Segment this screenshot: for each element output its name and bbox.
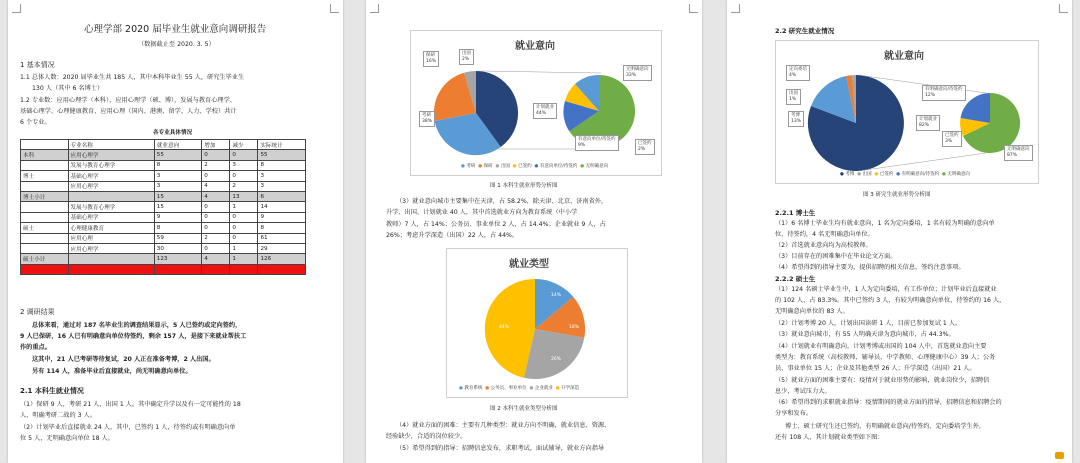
table-cell: 0 xyxy=(202,243,230,253)
legend-item: 无明确意向 xyxy=(585,164,609,169)
paragraph-line: （2）计划考博 20 人，计划出国读研 1 人，目前已参加复试 1 人。 xyxy=(775,320,962,327)
table-cell: 6 xyxy=(258,191,306,201)
chart-employment-intention-grad[interactable] xyxy=(775,40,1039,184)
table-cell: 发展与教育心理学 xyxy=(68,160,154,170)
table-cell: 应用心理 xyxy=(68,233,154,243)
table-cell: 减少 xyxy=(230,140,258,150)
table-cell: 15 xyxy=(154,202,202,212)
paragraph-line: 息少，考试压力大。 xyxy=(775,388,831,395)
table-header-row xyxy=(21,140,306,150)
data-label: 有明确意向/待签约 12% xyxy=(922,85,966,101)
table-cell xyxy=(21,140,69,150)
data-label: 已签约 2% xyxy=(635,139,655,155)
paragraph-line: 作的重点。 xyxy=(20,344,51,351)
table-cell: 总计 xyxy=(21,264,69,274)
table-cell: 博士 xyxy=(21,171,69,181)
table-cell xyxy=(21,243,69,253)
table-row xyxy=(21,181,306,191)
table-cell xyxy=(230,264,258,274)
paragraph-line: （2）首选就业意向均为高校教师。 xyxy=(775,242,872,249)
paragraph-line: （4）希望得到的指导主要为，提供招聘的相关信息，签约注意事项。 xyxy=(775,264,965,271)
legend-item: 已签约 xyxy=(879,172,894,177)
table-cell: 4 xyxy=(202,181,230,191)
page-corner-mark xyxy=(731,4,740,13)
table-cell: 博士小计 xyxy=(21,191,69,201)
paragraph-line: 另有 114 人，准备毕业后直接就业，尚无明确意向单位。 xyxy=(32,368,192,375)
data-label: 44% xyxy=(499,325,510,330)
data-label: 保研 16% xyxy=(423,51,439,67)
table-cell: 2 xyxy=(202,233,230,243)
table-cell: 0 xyxy=(230,150,258,160)
paragraph-line: 还有 108 人，其计划就业类型如下图： xyxy=(775,434,884,441)
chart-employment-type-undergrad[interactable] xyxy=(446,248,628,398)
table-row xyxy=(21,212,306,222)
table-cell xyxy=(68,254,154,264)
paragraph-line: （4）计划就业有明确意向，计划考博或出国的 104 人中，首选就业意向主要 xyxy=(775,343,987,350)
table-cell: 应用心理学 xyxy=(68,243,154,253)
table-cell: 3 xyxy=(258,171,306,181)
data-label: 考研 38% xyxy=(419,111,435,127)
paragraph-line: （1）6 名博士毕业生均有就业意向，1 名为定向委培，1 名有较为明确的意向单 xyxy=(775,220,995,227)
paragraph-line: （2）计划毕业后直接就业 24 人，其中，已签约 1 人，待签约或有明确意向单 xyxy=(20,424,236,431)
table-cell: 0 xyxy=(230,171,258,181)
paragraph-line: （3）就业意向城市，有 55 人明确天津为意向城市，占 44.3%。 xyxy=(775,331,955,338)
paragraph-line: 位、待签约，4 名无明确意向单位。 xyxy=(775,231,874,238)
table-cell: 硕士小计 xyxy=(21,254,69,264)
data-label: 计划就业 82% xyxy=(916,115,940,131)
table-cell: 3 xyxy=(230,160,258,170)
data-label: 出国 1% xyxy=(786,89,801,105)
page-corner-mark xyxy=(1059,4,1068,13)
table-cell: 0 xyxy=(230,223,258,233)
table-cell: 61 xyxy=(258,233,306,243)
table-cell: 实际统计 xyxy=(258,140,306,150)
data-label: 无明确意向 87% xyxy=(1004,145,1033,161)
table-row xyxy=(21,171,306,181)
table-cell: 8 xyxy=(258,160,306,170)
document-page-3 xyxy=(727,0,1072,463)
table-cell: 本科 xyxy=(21,150,69,160)
report-title: 心理学部 2020 届毕业生就业意向调研报告 xyxy=(84,24,267,35)
table-caption: 各专业具体情况 xyxy=(153,130,193,136)
document-page-1 xyxy=(8,0,343,463)
paragraph-line: （1）124 名硕士毕业生中，1 人为定向委培，有工作单位；计划毕业后直接就业 xyxy=(775,286,997,293)
legend-item: 公务员、事业单位 xyxy=(490,386,527,391)
table-row xyxy=(21,202,306,212)
paragraph-line: 类型为：教育系统（高校教师、辅导员、中学教师、心理健康中心）39 人；公务 xyxy=(775,354,996,361)
table-cell: 1 xyxy=(230,254,258,264)
table-cell: 9 xyxy=(154,212,202,222)
legend-item: 考博 xyxy=(845,172,855,177)
table-cell: 0 xyxy=(202,212,230,222)
paragraph-line: 总体来看，通过对 187 名毕业生的调查结果显示，5 人已签约或定向签约， xyxy=(32,322,242,329)
table-cell xyxy=(202,264,230,274)
table-cell: 增加 xyxy=(202,140,230,150)
table-cell: 硕士 xyxy=(21,223,69,233)
paragraph-line: （6）希望得到的求职就业指导：疫情期间的就业方面的指导，招聘信息和招聘会的 xyxy=(775,399,1002,406)
document-page-2 xyxy=(366,0,702,463)
table-cell: 4 xyxy=(202,191,230,201)
legend-item: 出国 xyxy=(862,172,872,177)
table-cell: 就业意向 xyxy=(154,140,202,150)
table-cell: 8 xyxy=(154,160,202,170)
paragraph-line: 分享和发布。 xyxy=(775,410,813,417)
paragraph-line: （3）就业意向城市主要集中在天津，占 58.2%，除天津、北京、济南省外， xyxy=(396,198,608,205)
table-cell: 59 xyxy=(154,233,202,243)
data-label: 18% xyxy=(569,325,580,330)
paragraph-line: （5）就业方面的困难主要有：疫情对于就业形势的影响，就业岗位少，招聘信 xyxy=(775,377,990,384)
paragraph-line: 位 5 人，无明确意向单位 18 人。 xyxy=(20,435,114,442)
table-cell: 3 xyxy=(154,181,202,191)
table-cell: 基础心理学 xyxy=(68,171,154,181)
legend-item: 有明确意向/待签约 xyxy=(901,172,940,177)
paragraph-line: 基础心理学、心理健康教育、应用心理（国内、港澳、留学、人力、学校）共计 xyxy=(20,108,237,115)
table-cell: 应用心理学 xyxy=(68,181,154,191)
figure-caption: 图 3 研究生就业形势分析图 xyxy=(863,192,931,198)
table-cell: 4 xyxy=(202,254,230,264)
table-cell: 30 xyxy=(154,243,202,253)
table-cell: 14 xyxy=(258,202,306,212)
table-cell: 126 xyxy=(258,254,306,264)
report-date: （数据截止至 2020. 3. 5） xyxy=(138,41,215,48)
paragraph-line: （3）目前存在的困难集中在毕业论文方面。 xyxy=(775,253,897,260)
table-cell: 应用心理学 xyxy=(68,150,154,160)
page-corner-mark xyxy=(330,4,339,13)
section-heading: 2.1 本科生就业情况 xyxy=(20,387,84,395)
legend-item: 企业就业 xyxy=(534,386,553,391)
table-cell: 13 xyxy=(230,191,258,201)
table-cell: 9 xyxy=(258,212,306,222)
page-corner-mark xyxy=(370,4,379,13)
chart-legend: ● 教育系统 ● 公务员、事业单位 ● 企业就业 ● 升学深造 xyxy=(459,386,580,391)
table-cell: 2 xyxy=(230,181,258,191)
chart-employment-intention-undergrad[interactable] xyxy=(410,30,662,176)
chart-title: 就业类型 xyxy=(509,259,549,270)
paragraph-line: 1.2 专业数：应用心理学（本科），应用心理学（硕、博），发展与教育心理学、 xyxy=(20,97,236,104)
table-cell xyxy=(21,160,69,170)
page-corner-mark xyxy=(689,4,698,13)
paragraph-line: 博士、硕士研究生还已签约、有明确就业意向/待签约、定向委培学生外， xyxy=(785,423,986,430)
data-label: 考博 13% xyxy=(788,111,804,127)
paragraph-line: 9 人已保研，16 人已有明确意向单位待签约，剩余 157 人，是接下来就业帮扶工 xyxy=(20,333,247,340)
table-total-row xyxy=(21,264,306,274)
section-heading: 2.2 研究生就业情况 xyxy=(775,27,835,35)
section-heading: 2.2.2 硕士生 xyxy=(775,275,816,283)
table-cell: 187 xyxy=(258,264,306,274)
table-cell: 185 xyxy=(154,264,202,274)
legend-item: 有意向单位/待签约 xyxy=(539,164,578,169)
table-cell: 3 xyxy=(258,181,306,191)
legend-item: 无明确意向 xyxy=(947,172,970,177)
paragraph-line: 人，明确考研二战的 3 人。 xyxy=(20,412,96,419)
paragraph-line: 经验缺少，合适的岗位较少。 xyxy=(386,433,467,440)
table-cell: 0 xyxy=(202,150,230,160)
table-cell: 55 xyxy=(154,150,202,160)
major-table xyxy=(20,139,306,275)
chart-canvas xyxy=(776,41,1038,183)
table-cell: 2 xyxy=(202,160,230,170)
section-heading: 2 调研结果 xyxy=(20,308,55,316)
paragraph-line: （1）保研 9 人，考研 21 人，出国 1 人。其中确定升学以及有一定可能性的 18 xyxy=(20,401,241,408)
table-cell: 发展与教育心理学 xyxy=(68,202,154,212)
legend-item: 已签约 xyxy=(518,164,532,169)
table-cell: 8 xyxy=(258,223,306,233)
table-row xyxy=(21,150,306,160)
table-cell: 29 xyxy=(258,243,306,253)
table-cell: 专业名称 xyxy=(68,140,154,150)
chart-legend: ● 考博 ● 出国 ● 已签约 ● 有明确意向/待签约 ● 无明确意向 xyxy=(840,172,970,177)
data-label: 出国 2% xyxy=(459,49,474,65)
legend-item: 考研 xyxy=(466,164,476,169)
data-label: 14% xyxy=(551,293,562,298)
data-label: 已签约 3% xyxy=(942,131,962,147)
data-label: 计划就业 44% xyxy=(533,103,557,119)
table-cell: 3 xyxy=(154,171,202,181)
table-cell: 1 xyxy=(230,243,258,253)
table-cell xyxy=(68,191,154,201)
legend-item: 教育系统 xyxy=(464,386,483,391)
data-label: 无明确意向 33% xyxy=(623,65,652,81)
table-row xyxy=(21,160,306,170)
legend-item: 保研 xyxy=(483,164,493,169)
paragraph-line: 1.1 总体人数：2020 届毕业生共 185 人，其中本科毕业生 55 人，研究生毕业生 xyxy=(20,74,245,81)
paragraph-line: 无明确意向单位的 83 人。 xyxy=(775,308,849,315)
table-cell: 8 xyxy=(154,223,202,233)
legend-item: 升学深造 xyxy=(561,386,580,391)
table-cell: 0 xyxy=(202,202,230,212)
data-label: 定向委培 4% xyxy=(786,65,810,81)
paragraph-line: 这其中，21 人已考研等待复试，20 人正在准备考博，2 人出国。 xyxy=(32,356,215,363)
table-cell: 0 xyxy=(230,233,258,243)
floating-widget-icon[interactable] xyxy=(1055,452,1064,459)
paragraph-line: 员、事业单位 15 人；企业及其他类型 26 人；升学深造（出国）21 人。 xyxy=(775,365,976,372)
figure-caption: 图 1 本科生就业形势分析图 xyxy=(490,183,558,189)
table-cell: 0 xyxy=(202,223,230,233)
paragraph-line: 升学、出国、计划就业 40 人，其中首选就业方向为教育系统（中小学 xyxy=(386,209,578,216)
page-corner-mark xyxy=(12,4,21,13)
table-cell: 15 xyxy=(154,191,202,201)
table-row xyxy=(21,254,306,264)
chart-legend: ● 考研 ● 保研 ● 出国 ● 已签约 ● 有意向单位/待签约 ● 无明确意向 xyxy=(461,164,609,169)
paragraph-line: （5）希望得到的指导：招聘信息发布，求职考试，面试辅导，就业方向指导 xyxy=(396,445,605,452)
table-cell xyxy=(21,233,69,243)
paragraph-line: 6 个专业。 xyxy=(20,119,51,126)
table-row xyxy=(21,233,306,243)
table-cell: 基础心理学 xyxy=(68,212,154,222)
legend-item: 出国 xyxy=(500,164,510,169)
chart-canvas xyxy=(447,249,627,397)
figure-caption: 图 2 本科生就业类型分析图 xyxy=(490,406,558,412)
paragraph-line: 教师）7 人，占 14%；公务员、事业单位 2 人，占 14.4%；企业就业 9 人，占 xyxy=(386,221,606,228)
table-row xyxy=(21,191,306,201)
paragraph-line: 的 102 人，占 83.3%。其中已签约 3 人，有较为明确意向单位，待签约的 16 人， xyxy=(775,297,1006,304)
paragraph-line: 26%；考虑升学深造（出国）22 人，占 44%。 xyxy=(386,232,519,239)
table-cell xyxy=(21,202,69,212)
table-cell: 0 xyxy=(202,171,230,181)
section-heading: 1 基本情况 xyxy=(20,61,55,69)
data-label: 有意向单位/待签约 9% xyxy=(575,135,619,151)
table-cell: 123 xyxy=(154,254,202,264)
table-cell xyxy=(21,181,69,191)
paragraph-line: （4）就业方面的困难：主要有几种类型：就业方向不明确，就业信息、资源、 xyxy=(396,422,611,429)
table-row xyxy=(21,243,306,253)
table-cell: 0 xyxy=(230,212,258,222)
chart-title: 就业意向 xyxy=(515,41,555,52)
table-cell xyxy=(21,212,69,222)
data-label: 26% xyxy=(551,357,562,362)
paragraph-line: 130 人（其中 6 名博士） xyxy=(32,85,104,92)
table-row xyxy=(21,223,306,233)
table-cell xyxy=(68,264,154,274)
table-cell: 55 xyxy=(258,150,306,160)
table-cell: 1 xyxy=(230,202,258,212)
chart-title: 就业意向 xyxy=(884,51,924,62)
table-cell: 心理健康教育 xyxy=(68,223,154,233)
section-heading: 2.2.1 博士生 xyxy=(775,209,816,217)
